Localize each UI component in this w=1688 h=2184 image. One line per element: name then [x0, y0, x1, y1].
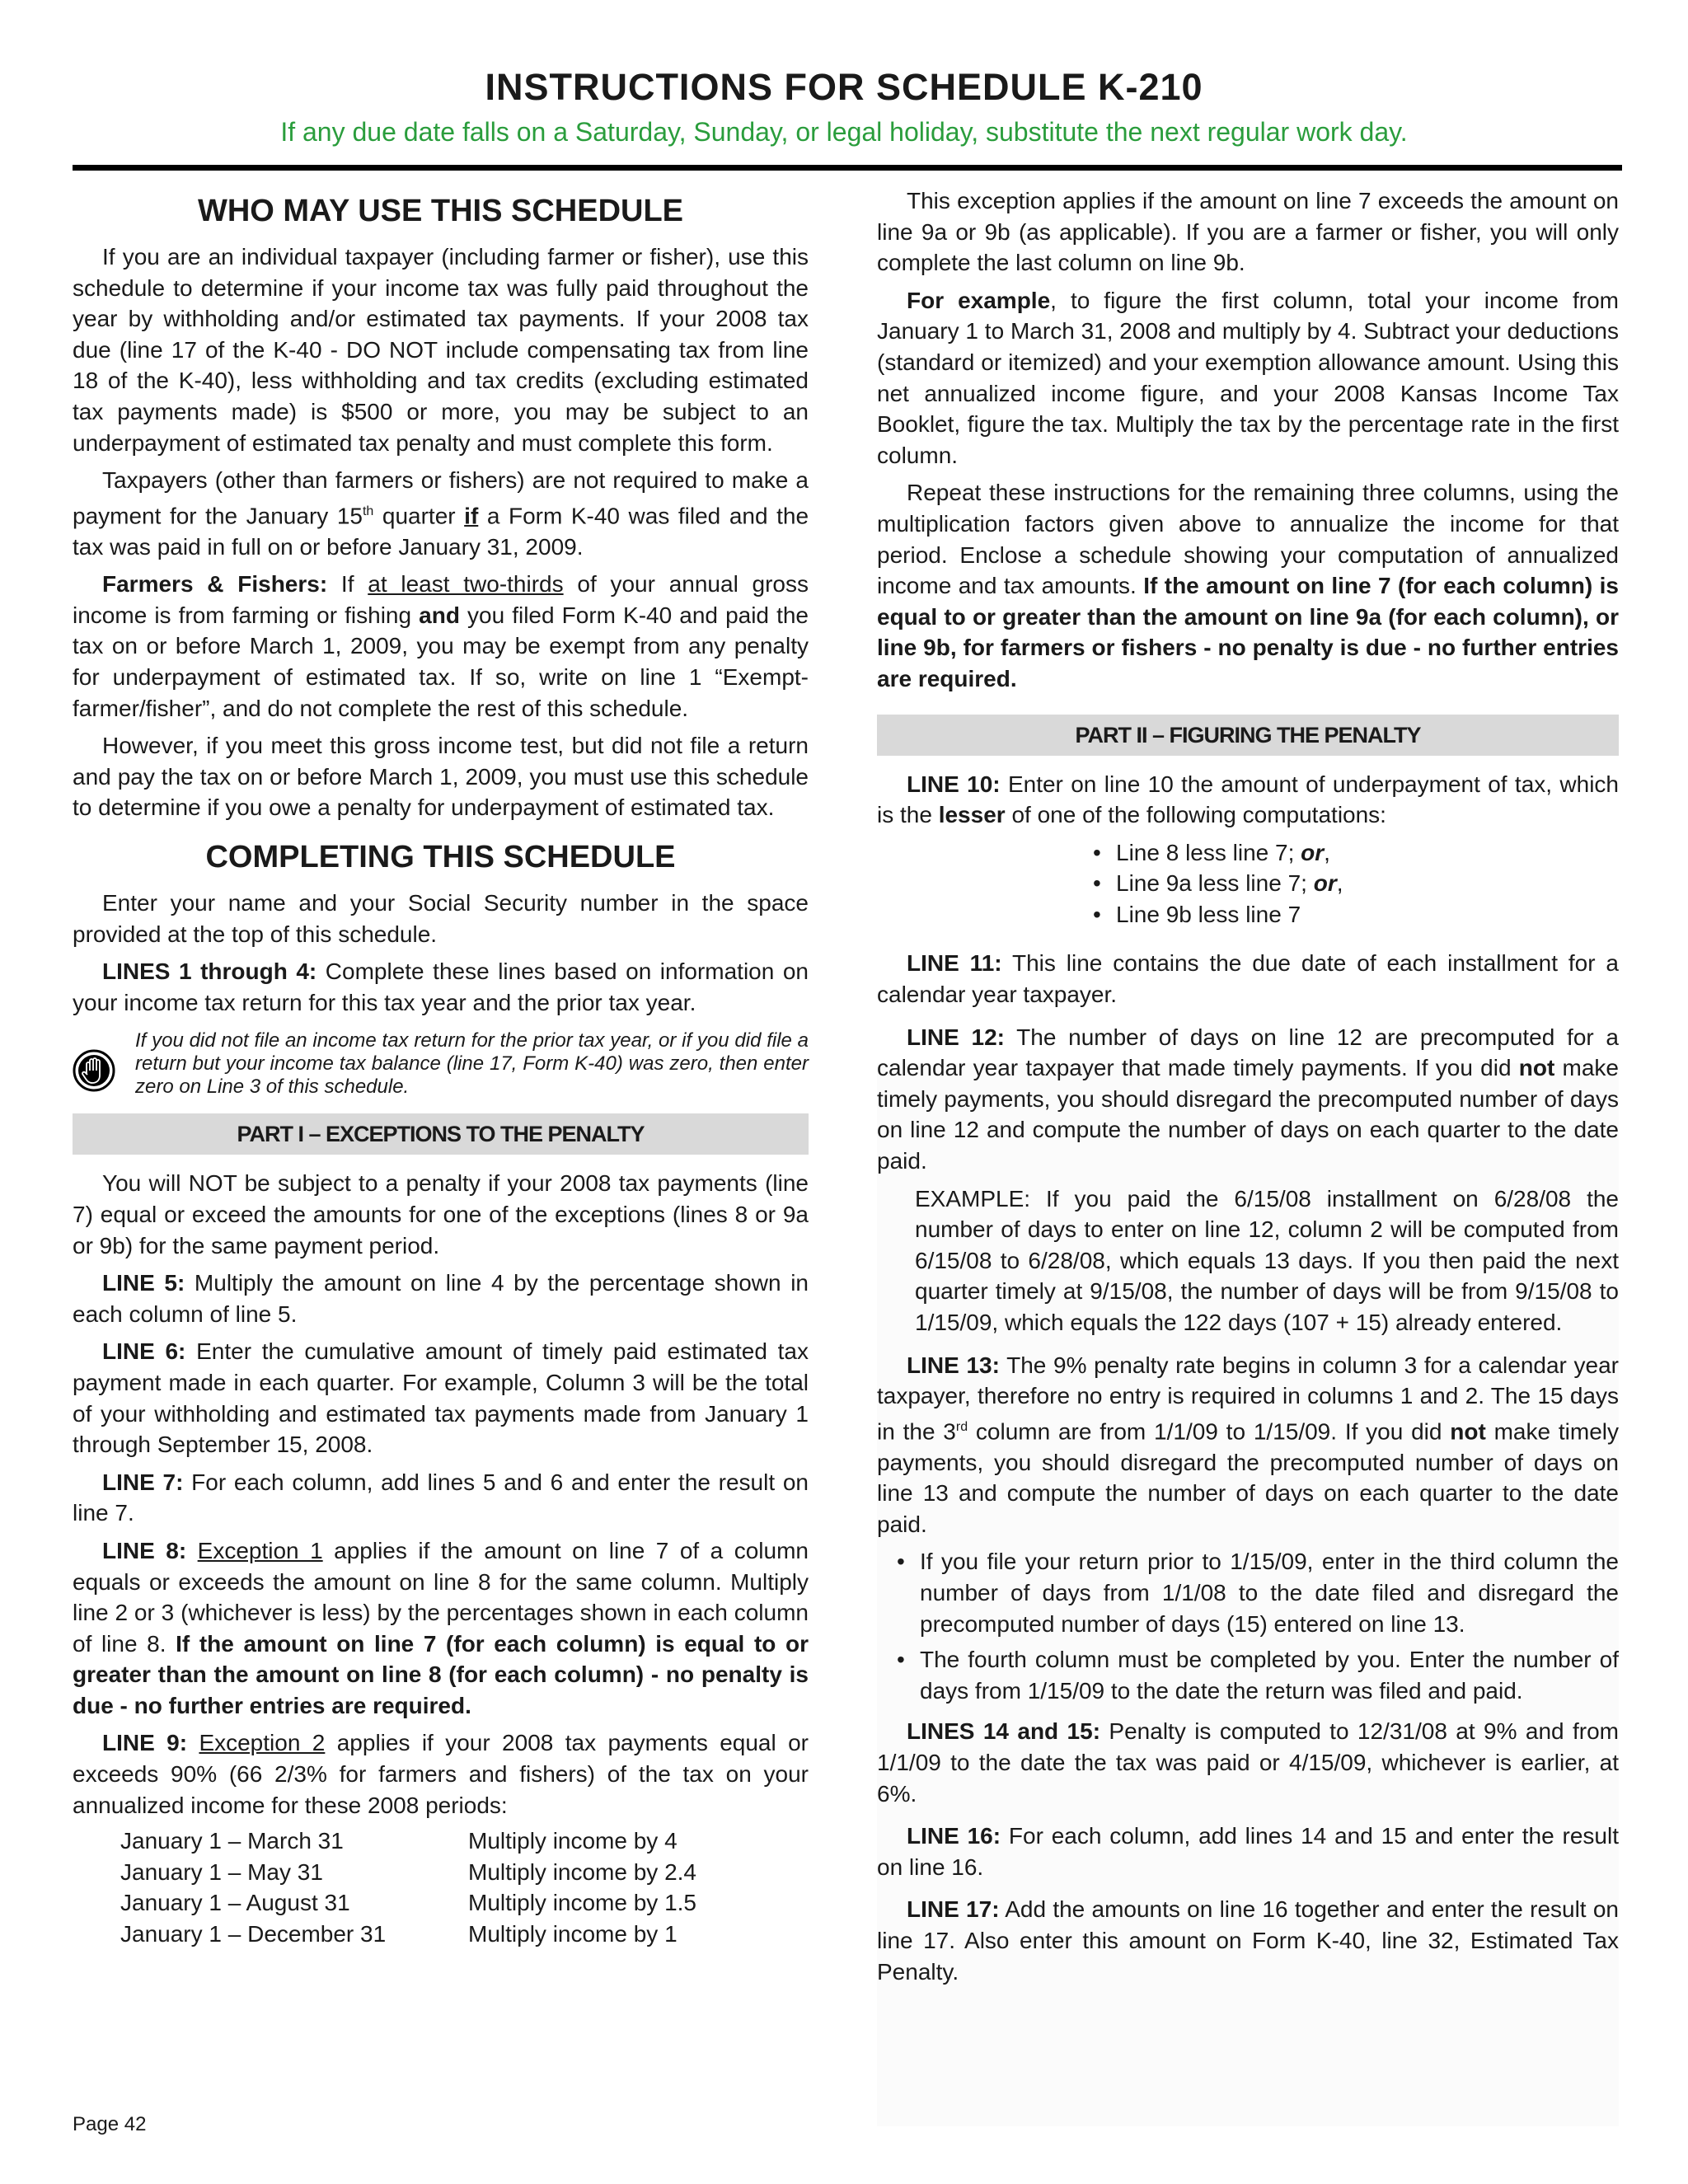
however-paragraph: However, if you meet this gross income test, but did not file a return and pay the tax on or before March 1, 2009, you must use this schedule to determine if you owe a penalty for underpayment of estimated tax.	[73, 733, 809, 821]
text-fragment: make timely payments, you should disregard the precomputed number of days on line 13 and compute the number of days on each quarter to the date paid.	[877, 1418, 1619, 1537]
table-row	[120, 1887, 696, 1919]
for-example-label: For example	[907, 287, 1051, 313]
line-6-label: LINE 6:	[102, 1338, 186, 1365]
emphasis-lesser: lesser	[938, 802, 1006, 828]
line-8-label: LINE 8:	[102, 1537, 187, 1563]
line-17-paragraph	[877, 1894, 1619, 1987]
line-7-paragraph	[73, 1467, 809, 1529]
text-fragment: of one of the following computations:	[1005, 802, 1386, 828]
period-cell: January 1 – August 31	[120, 1890, 350, 1916]
superscript: th	[362, 504, 374, 518]
text-fragment: For each column, add lines 14 and 15 and enter the result on line 16.	[877, 1823, 1619, 1880]
farmers-label: Farmers & Fishers:	[102, 571, 328, 598]
text-fragment: Complete these lines based on information on your income tax return for this tax year and the prior tax year.	[73, 958, 809, 1015]
lines-1-4-label: LINES 1 through 4:	[102, 958, 317, 985]
list-item: • The fourth column must be completed by you. Enter the number of days from 1/15/09 to the date the return was filed and paid.	[877, 1644, 1619, 1706]
note-text: If you did not file an income tax return for the prior tax year, or if you did file a return but your income tax balance (line 17, Form K-40) was zero, then enter zero on Line 3 of this schedule.	[135, 1029, 809, 1099]
part-1-heading: PART I – EXCEPTIONS TO THE PENALTY	[73, 1113, 809, 1155]
repeat-paragraph	[877, 477, 1619, 694]
stop-hand-icon	[73, 1049, 115, 1092]
for-example-paragraph	[877, 285, 1619, 471]
page-number: Page 42	[73, 2113, 147, 2135]
factor-cell: Multiply income by 2.4	[468, 1858, 697, 1885]
period-cell: January 1 – March 31	[120, 1828, 344, 1854]
text-fragment: a Form K-40 was filed and the tax was paid in full on or before January 31, 2009.	[73, 503, 809, 560]
line-16-paragraph	[877, 1821, 1619, 1882]
superscript: rd	[955, 1419, 968, 1434]
line-12-label: LINE 12:	[907, 1024, 1005, 1050]
underline-two-thirds: at least two-thirds	[368, 571, 564, 598]
table-row	[120, 1857, 696, 1888]
list-item: • If you file your return prior to 1/15/09, enter in the third column the number of days from 1/1/08 to the date filed and disregard the precomputed number of days (15) entered on line 13.	[877, 1546, 1619, 1639]
lines-14-15-paragraph	[877, 1716, 1619, 1809]
emphasis-if: if	[464, 503, 479, 529]
text-fragment: If	[327, 571, 368, 598]
text-fragment: , to figure the first column, total your income from January 1 to March 31, 2008 and multiply by 4. Subtract your deductions (standard or itemized) and your exemption allowance amount. Using this net annualized income figure, and your 2008 Kansas Income Tax Booklet, figure the tax. Multiply the tax by the percentage rate in the first column.	[877, 287, 1619, 468]
period-cell: January 1 – December 31	[120, 1921, 387, 1947]
text-fragment: The number of days on line 12 are precomputed for a calendar year taxpayer that made timely payments. If you did	[877, 1024, 1619, 1081]
factor-cell: Multiply income by 1	[468, 1921, 678, 1947]
farmers-fishers-paragraph	[73, 569, 809, 724]
stop-note	[73, 1029, 809, 1099]
line-8-paragraph	[73, 1535, 809, 1722]
line-7-label: LINE 7:	[102, 1469, 184, 1495]
lines-1-4-paragraph	[73, 956, 809, 1018]
line-6-paragraph	[73, 1336, 809, 1460]
text-fragment: Enter on line 10 the amount of underpayment of tax, which is the	[877, 771, 1619, 828]
text-fragment: The 9% penalty rate begins in column 3 for a calendar year taxpayer, therefore no entry is required in columns 1 and 2. The 15 days in the 3	[877, 1352, 1619, 1445]
item-text: Line 9a less line 7;	[1116, 870, 1314, 897]
line-11-label: LINE 11:	[907, 950, 1002, 977]
table-row	[120, 1919, 696, 1950]
line-12-paragraph	[877, 1022, 1619, 1177]
part-2-heading: PART II – FIGURING THE PENALTY	[877, 715, 1619, 756]
factor-cell: Multiply income by 4	[468, 1828, 678, 1854]
emphasis-not: not	[1450, 1418, 1486, 1445]
item-or: or	[1301, 839, 1325, 865]
line-9-paragraph	[73, 1727, 809, 1821]
exception-2-label: Exception 2	[199, 1730, 326, 1756]
header-divider	[73, 165, 1622, 171]
line-17-label: LINE 17:	[907, 1896, 1000, 1923]
line-9-label: LINE 9:	[102, 1730, 188, 1756]
table-row	[120, 1825, 696, 1857]
period-cell: January 1 – May 31	[120, 1858, 323, 1885]
annualization-periods-table	[120, 1825, 696, 1949]
exception-1-label: Exception 1	[197, 1537, 323, 1563]
line-10-label: LINE 10:	[907, 771, 1001, 797]
line-8-bold-text: If the amount on line 7 (for each column) is equal to or greater than the amount on line 8 (for each column) - no penalty is due - no further entries are required.	[73, 1630, 809, 1718]
item-text: Line 8 less line 7;	[1116, 839, 1301, 865]
who-may-use-heading: WHO MAY USE THIS SCHEDULE	[197, 194, 684, 228]
page-title: INSTRUCTIONS FOR SCHEDULE K-210	[485, 66, 1203, 108]
lines-14-15-label: LINES 14 and 15:	[907, 1718, 1101, 1745]
line-13-label: LINE 13:	[907, 1352, 1000, 1378]
text-fragment: applies if your 2008 tax payments equal or exceeds 90% (66 2/3% for farmers and fishers) of the tax on your annualized income for these 2008 periods:	[73, 1730, 809, 1818]
line-13-bullets	[877, 1546, 1619, 1706]
right-column	[877, 185, 1619, 1994]
repeat-bold-text: If the amount on line 7 (for each column) is equal to or greater than the amount on line 9a (for each column), or line 9b, for farmers or fishers - no penalty is due - no further entries are required.	[877, 573, 1619, 691]
emphasis-not: not	[1518, 1055, 1555, 1081]
list-item	[877, 899, 1619, 930]
item-text: Line 9b less line 7	[1116, 901, 1301, 927]
text-fragment: you filed Form K-40 and paid the tax on or before March 1, 2009, you may be exempt from any penalty for underpayment of estimated tax. If so, write on line 1 “Exempt-farmer/fisher”, and do not complete the rest of this schedule.	[73, 602, 809, 721]
completing-paragraph: Enter your name and your Social Security number in the space provided at the top of this schedule.	[73, 890, 809, 947]
text-fragment: make timely payments, you should disregard the precomputed number of days on line 12 and compute the number of days on each quarter to the date paid.	[877, 1055, 1620, 1174]
text-fragment: Add the amounts on line 16 together and enter the result on line 17. Also enter this amount on Form K-40, line 32, Estimated Tax Penalty.	[877, 1896, 1619, 1985]
line-13-paragraph	[877, 1350, 1619, 1540]
due-date-notice: If any due date falls on a Saturday, Sunday, or legal holiday, substitute the next regular work day.	[280, 117, 1408, 147]
line-5-paragraph	[73, 1268, 809, 1329]
completing-heading: COMPLETING THIS SCHEDULE	[205, 840, 676, 875]
text-fragment: Enter the cumulative amount of timely paid estimated tax payment made in each quarter. For example, Column 3 will be the total of your withholding and estimated tax payments made from January 1 through September 15, 2008.	[73, 1338, 809, 1458]
page-header	[0, 64, 1688, 148]
line-11-paragraph	[877, 948, 1619, 1010]
who-paragraph-2	[73, 465, 809, 562]
list-item: • Line 9a less line 7; or,	[877, 868, 1619, 899]
item-or: or	[1313, 870, 1337, 897]
text-fragment: Penalty is computed to 12/31/08 at 9% and from 1/1/09 to the date the tax was paid or 4/15/09, whichever is earlier, at 6%.	[877, 1718, 1619, 1807]
text-fragment: of your annual gross income is from farming or fishing	[73, 571, 809, 628]
text-fragment: Multiply the amount on line 4 by the percentage shown in each column of line 5.	[73, 1270, 809, 1327]
emphasis-and: and	[419, 602, 460, 628]
left-column	[73, 185, 809, 1950]
line-10-paragraph	[877, 769, 1619, 831]
example-box: EXAMPLE: If you paid the 6/15/08 installment on 6/28/08 the number of days to enter on line 12, column 2 will be computed from 6/15/08 to 6/28/08, which equals 13 days. If you then paid the next quarter timely at 9/15/08, the number of days will be from 9/15/08 to 1/15/09, which equals the 122 days (107 + 15) already entered.	[915, 1185, 1619, 1335]
text-fragment: quarter	[373, 503, 465, 529]
text-fragment: applies if the amount on line 7 of a column equals or exceeds the amount on line 8 for the same column. Multiply line 2 or 3 (whichever is less) by the percentages shown in each column of line 8.	[73, 1537, 809, 1657]
line-5-label: LINE 5:	[102, 1270, 185, 1296]
factor-cell: Multiply income by 1.5	[468, 1890, 697, 1916]
line-10-computations	[877, 837, 1619, 930]
text-fragment: This line contains the due date of each installment for a calendar year taxpayer.	[877, 950, 1620, 1008]
exception-applies-paragraph: This exception applies if the amount on line 7 exceeds the amount on line 9a or 9b (as applicable). If you are a farmer or fisher, you will only complete the last column on line 9b.	[877, 188, 1619, 276]
line-16-label: LINE 16:	[907, 1823, 1001, 1849]
list-item: • Line 8 less line 7; or,	[877, 837, 1619, 869]
text-fragment: column are from 1/1/09 to 1/15/09. If you did	[968, 1418, 1451, 1445]
text-fragment: Repeat these instructions for the remaining three columns, using the multiplication factors given above to annualize the income for that period. Enclose a schedule showing your computation of annualized income and tax amounts.	[877, 480, 1619, 599]
part-1-intro: You will NOT be subject to a penalty if your 2008 tax payments (line 7) equal or exceed the amounts for one of the exceptions (lines 8 or 9a or 9b) for the same payment period.	[73, 1170, 809, 1258]
text-fragment: Taxpayers (other than farmers or fishers) are not required to make a payment for the January 15	[73, 467, 809, 529]
who-paragraph-1: If you are an individual taxpayer (including farmer or fisher), use this schedule to determine if your income tax was fully paid throughout the year by withholding and/or estimated tax payments. If your 2008 tax due (line 17 of the K-40 - DO NOT include compensating tax from line 18 of the K-40), less withholding and tax credits (excluding estimated tax payments made) is $500 or more, you may be subject to an underpayment of estimated tax penalty and must complete this form.	[73, 244, 809, 456]
text-fragment: For each column, add lines 5 and 6 and enter the result on line 7.	[73, 1469, 809, 1526]
